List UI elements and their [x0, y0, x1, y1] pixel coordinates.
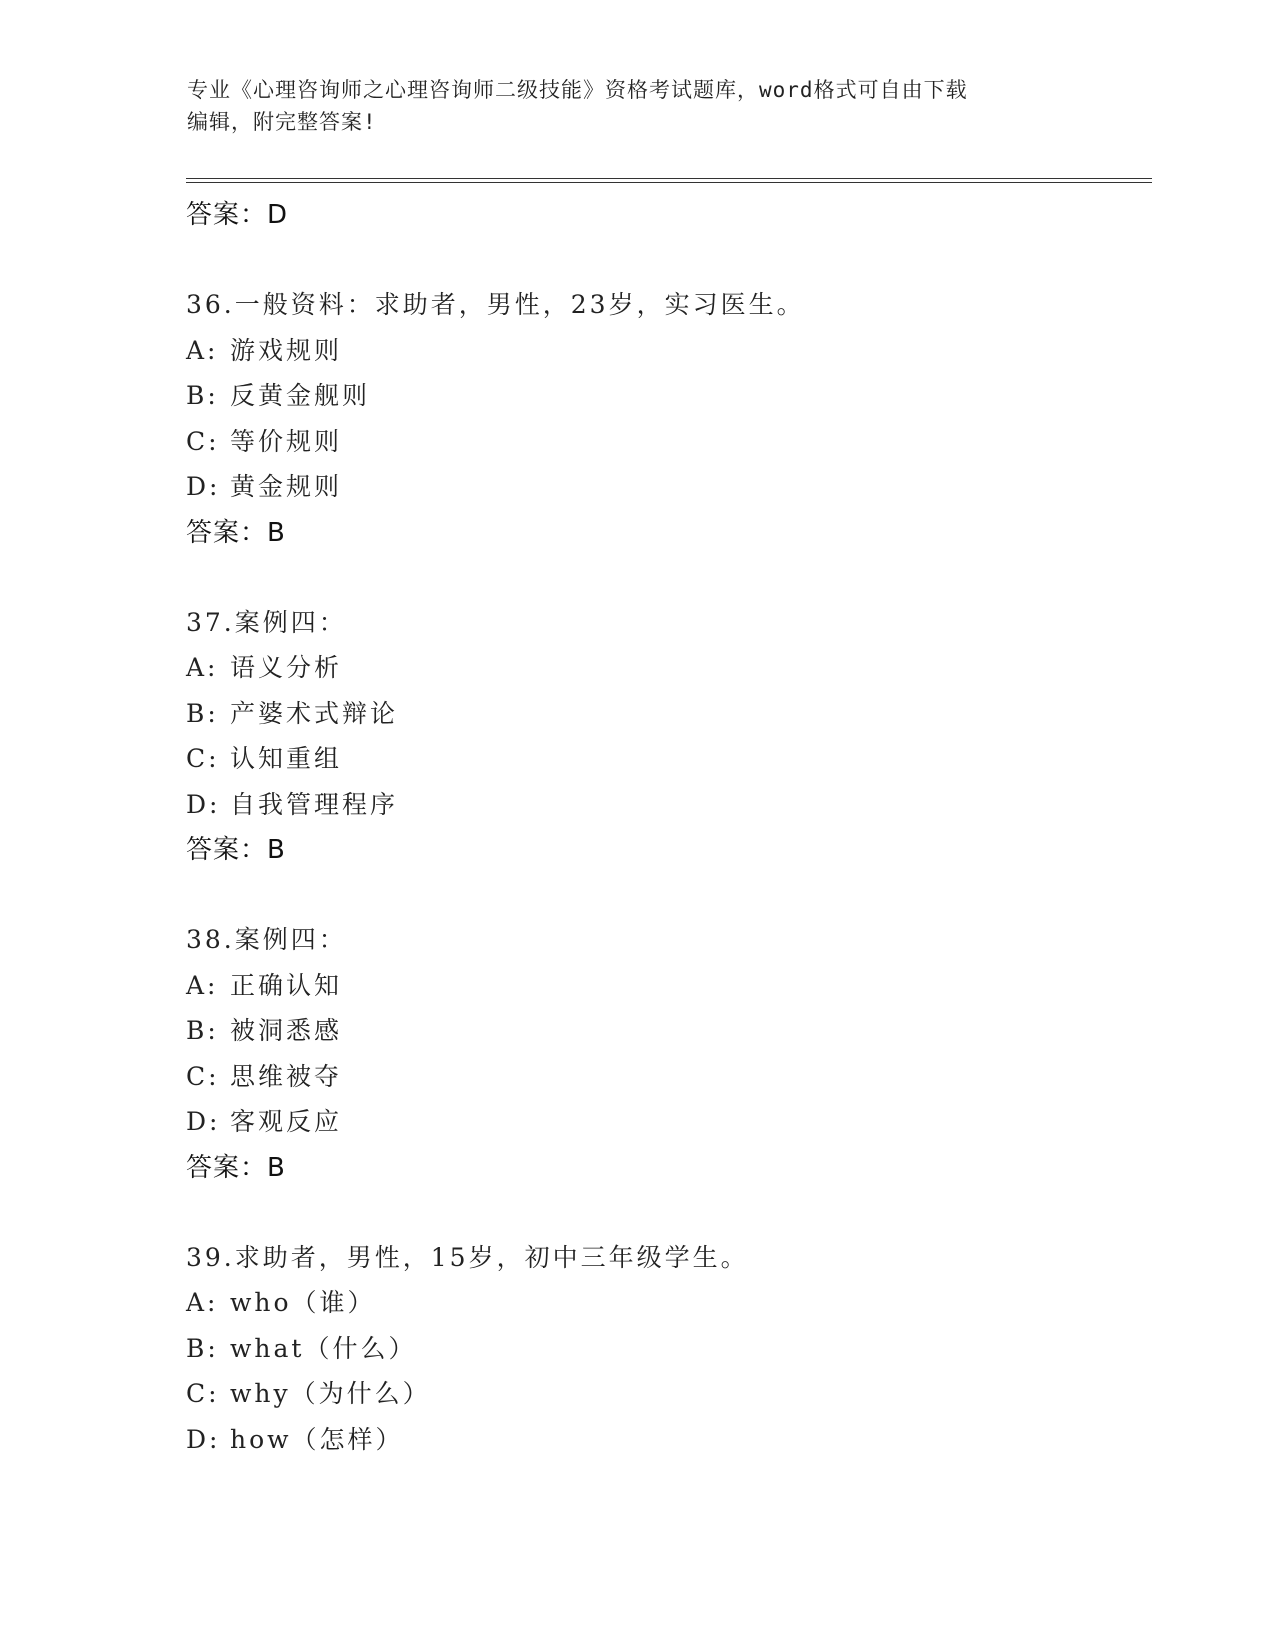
- question-stem: 36.一般资料：求助者，男性，23岁，实习医生。: [186, 290, 805, 319]
- question-39: [186, 1235, 1146, 1463]
- option-text: how（怎样）: [230, 1424, 404, 1454]
- option-c: [186, 1371, 1146, 1417]
- option-label: C:: [186, 426, 220, 456]
- question-stem: 39.求助者，男性，15岁，初中三年级学生。: [186, 1242, 749, 1272]
- spacer: [186, 873, 1146, 917]
- header-line-1: 专业《心理咨询师之心理咨询师二级技能》资格考试题库，word格式可自由下载: [187, 78, 968, 102]
- question-answer: 答案：B: [186, 517, 286, 548]
- option-text: 黄金规则: [230, 472, 343, 501]
- option-label: B:: [186, 1333, 219, 1363]
- previous-answer: 答案：D: [186, 200, 289, 230]
- spacer: [186, 1191, 1146, 1235]
- question-37: [186, 600, 1146, 874]
- option-label: C:: [186, 744, 220, 773]
- option-a: [186, 1280, 1146, 1326]
- option-b: [186, 1326, 1146, 1372]
- option-label: D:: [186, 472, 221, 501]
- spacer: [186, 556, 1146, 600]
- option-label: D:: [186, 1107, 221, 1136]
- option-text: who（谁）: [230, 1288, 376, 1317]
- option-label: B:: [186, 381, 219, 410]
- question-answer: 答案：B: [186, 835, 286, 865]
- option-text: 产婆术式辩论: [230, 698, 399, 728]
- option-text: why（为什么）: [230, 1379, 431, 1408]
- option-text: 认知重组: [230, 744, 343, 773]
- option-d: [186, 1099, 1146, 1145]
- header-rule-top: [186, 178, 1152, 179]
- option-c: [186, 419, 1146, 465]
- option-text: 等价规则: [230, 426, 343, 456]
- option-text: 思维被夺: [230, 1061, 343, 1091]
- option-label: C:: [186, 1379, 220, 1408]
- option-b: [186, 691, 1146, 737]
- option-text: 正确认知: [230, 970, 343, 1000]
- header-line-2: 编辑，附完整答案!: [187, 110, 377, 134]
- option-label: B:: [186, 1016, 219, 1045]
- option-text: 自我管理程序: [230, 789, 399, 819]
- option-d: [186, 1417, 1146, 1463]
- option-a: [186, 328, 1146, 374]
- question-answer: 答案：B: [186, 1152, 286, 1183]
- option-text: 语义分析: [230, 653, 343, 682]
- option-b: [186, 373, 1146, 419]
- option-text: 被洞悉感: [230, 1016, 343, 1045]
- spacer: [186, 238, 1146, 282]
- question-38: [186, 917, 1146, 1191]
- option-text: what（什么）: [230, 1333, 417, 1363]
- option-text: 客观反应: [230, 1107, 343, 1136]
- option-b: [186, 1008, 1146, 1054]
- option-label: A:: [186, 970, 219, 1000]
- document-header: [187, 74, 1067, 138]
- option-text: 反黄金舰则: [230, 381, 371, 410]
- option-c: [186, 736, 1146, 782]
- option-d: [186, 782, 1146, 828]
- option-label: A:: [186, 653, 219, 682]
- option-label: B:: [186, 698, 219, 728]
- option-a: [186, 963, 1146, 1009]
- question-36: [186, 282, 1146, 556]
- header-rule-bottom: [186, 182, 1152, 183]
- option-label: A:: [186, 335, 219, 365]
- option-label: D:: [186, 789, 221, 819]
- option-d: [186, 464, 1146, 510]
- option-label: D:: [186, 1424, 221, 1454]
- option-label: A:: [186, 1288, 219, 1317]
- question-list: [186, 192, 1146, 1462]
- option-text: 游戏规则: [230, 335, 343, 365]
- option-c: [186, 1054, 1146, 1100]
- question-stem: 38.案例四：: [186, 925, 347, 954]
- question-stem: 37.案例四：: [186, 607, 347, 637]
- option-label: C:: [186, 1061, 220, 1091]
- option-a: [186, 645, 1146, 691]
